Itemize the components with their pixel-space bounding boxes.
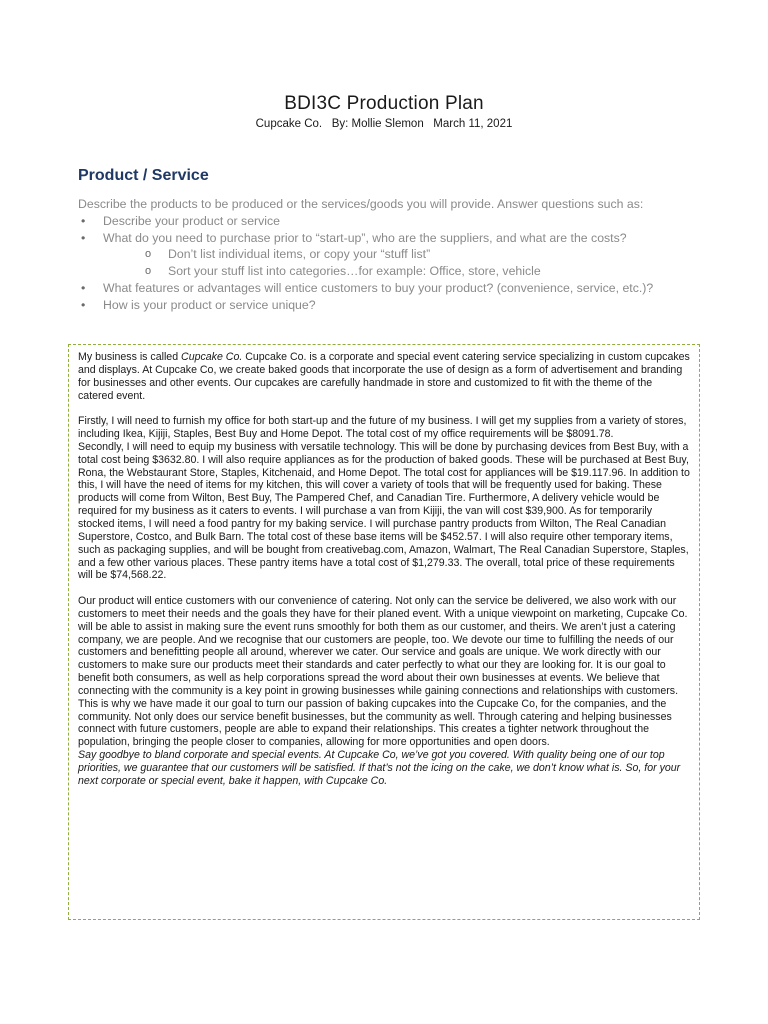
closing-slogan: Say goodbye to bland corporate and special events. At Cupcake Co, we’ve got you covered. With quality being one of our top priorities, we guarantee that our customers will be satisfied. If that’s not the icing on the cake, we don’t know what is. So, for your next corporate or special event, bake it happen, with Cupcake Co. [78, 749, 681, 787]
instruction-item: • Describe your product or service [78, 213, 718, 230]
answer-paragraph-3: Secondly, I will need to equip my business with versatile technology. This will be done by purchasing devices from Best Buy, with a total cost being $3632.80. I will also require appliances as for the production of baked goods. These will be purchased at Best Buy, Rona, the Webstaurant Store, Staples, Kitchenaid, and Home Depot. The total cost for appliances will be $19.117.96. In addition to this, I will have the need of items for my kitchen, this will cover a variety of tools that will be frequently used for baking. These products will come from Wilton, Best Buy, The Pampered Chef, and Canadian Tire. Furthermore, A delivery vehicle would be required for my business as it caters to events. I will purchase a van from Kijiji, the van will cost $39,900. As for temporarily stocked items, I will need a food pantry for my baking service. I will purchase pantry products from Wilton, The Real Canadian Superstore, Costco, and Bulk Barn. The total cost of these base items will be $452.57. I will also require other temporary items, such as packaging supplies, and will be bought from creativebag.com, Amazon, Walmart, The Real Canadian Superstore, Staples, and a few other various places. These pantry items have a total cost of $1,279.33. The overall, total price of these requirements will be $74,568.22. [78, 440, 690, 582]
answer-p1-rest: Cupcake Co. is a corporate and special event catering service specializing in custom cupcakes and displays. At Cupcake Co, we create baked goods that incorporate the use of design as a form of advertisement and branding for businesses and other events. Our cupcakes are carefully handmade in store and customized to fit with the theme of the catered event. [78, 351, 690, 402]
answer-paragraph-5 [78, 749, 690, 788]
answer-p1-intro: My business is called [78, 351, 182, 363]
answer-paragraph-1 [78, 351, 690, 402]
instruction-item: • What features or advantages will entice customers to buy your product? (convenience, service, etc.)? [78, 280, 718, 297]
document-title: BDI3C Production Plan [284, 93, 484, 114]
answer-paragraph-2: Firstly, I will need to furnish my office for both start-up and the future of my business. I will get my supplies from a variety of stores, including Ikea, Kijiji, Staples, Best Buy and Home Depot. The total cost of my office requirements will be $8091.78. [78, 415, 687, 441]
instructions-intro: Describe the products to be produced or the services/goods you will provide. Answer questions such as: [78, 197, 644, 211]
instruction-item: • What do you need to purchase prior to “start-up”, who are the suppliers, and what are the costs? [78, 230, 718, 247]
document-subtitle: Cupcake Co. By: Mollie Slemon March 11, 2021 [255, 118, 513, 130]
instruction-item: • How is your product or service unique? [78, 297, 718, 314]
answer-paragraph-4: Our product will entice customers with our convenience of catering. Not only can the service be delivered, we also work with our customers to meet their needs and the goals they have for their planed event. With a unique viewpoint on marketing, Cupcake Co. will be able to assist in making sure the event runs smoothly for both them as our customer, and theirs. We aren’t just a catering company, we are people. And we recognise that our customers are people, too. We devote our time to fulfilling the needs of our customers and benefitting people all around, wherever we cater. Our service and goals are unique. We work directly with our customers to make sure our products meet their standards and cater perfectly to what our they are looking for. It is our goal to benefit both consumers, as well as help corporations spread the word about their own businesses at events. We believe that connecting with the community is a key point in growing businesses while gaining connections and relationships with customers. This is why we have made it our goal to turn our passion of baking cupcakes into the Cupcake Co, for the companies, and the community. Not only does our service benefit businesses, but the community as well. Through catering and helping businesses connect with future customers, people are able to expand their relationships. This creates a tighter network throughout the population, bringing the people closer to companies, allowing for more opportunities and open doors. [78, 595, 688, 749]
instructions-list [78, 213, 718, 314]
instructions-block [78, 196, 718, 314]
instruction-subitem: o Sort your stuff list into categories…for example: Office, store, vehicle [78, 263, 718, 280]
section-heading: Product / Service [78, 167, 209, 184]
instruction-subitem: o Don’t list individual items, or copy your “stuff list” [78, 246, 718, 263]
business-name: Cupcake Co. [181, 351, 243, 363]
answer-box [68, 344, 700, 920]
